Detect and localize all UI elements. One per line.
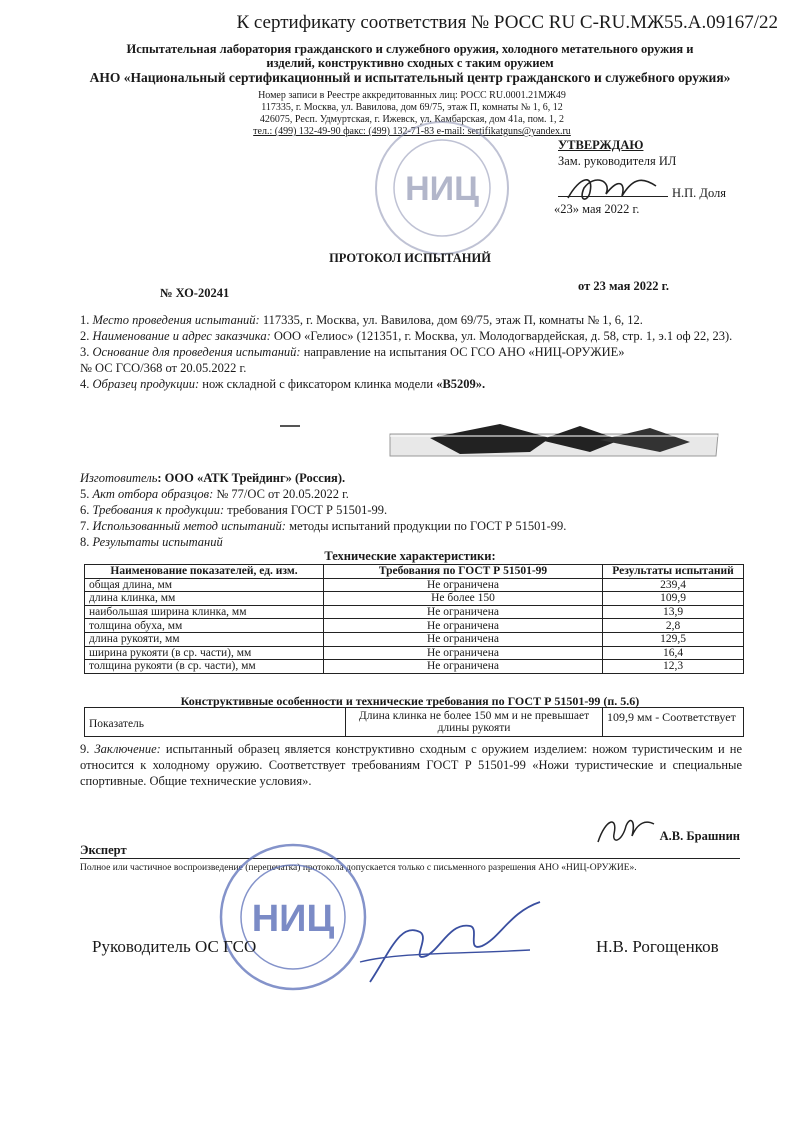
table-row xyxy=(85,708,744,737)
table-row xyxy=(85,605,744,619)
column-header: Требования по ГОСТ Р 51501-99 xyxy=(324,565,603,579)
table-row xyxy=(85,632,744,646)
table-cell: Не ограничена xyxy=(324,660,603,674)
table-cell: Не более 150 xyxy=(324,592,603,606)
table-cell: Не ограничена xyxy=(324,632,603,646)
item-text: требования ГОСТ Р 51501-99. xyxy=(224,503,388,517)
table-cell: 13,9 xyxy=(603,605,744,619)
item-label: Использованный метод испытаний: xyxy=(92,519,286,533)
model-name: «B5209». xyxy=(436,377,486,391)
table-row xyxy=(85,660,744,674)
protocol-number: № ХО-20241 xyxy=(160,286,230,300)
table-row xyxy=(85,578,744,592)
table-cell: 16,4 xyxy=(603,646,744,660)
table-cell: 2,8 xyxy=(603,619,744,633)
table-cell: 129,5 xyxy=(603,632,744,646)
item-4: 4. Образец продукции: нож складной с фиксатором клинка модели «B5209». xyxy=(80,377,486,391)
item-label: Основание для проведения испытаний: xyxy=(92,345,301,359)
table-cell: Не ограничена xyxy=(324,605,603,619)
table-cell: Длина клинка не более 150 мм и не превышает длины рукояти xyxy=(346,708,603,737)
lab-name-line1: Испытательная лаборатория гражданского и служебного оружия, холодного метательного оружия и xyxy=(126,42,694,56)
table-cell: длина клинка, мм xyxy=(85,592,324,606)
approval-position: Зам. руководителя ИЛ xyxy=(558,154,677,168)
item-label: Изготовитель xyxy=(80,471,158,485)
table-cell: длина рукояти, мм xyxy=(85,632,324,646)
table-row xyxy=(85,619,744,633)
address-izhevsk: 426075, Респ. Удмуртская, г. Ижевск, ул. Камбарская, дом 41а, пом. 1, 2 xyxy=(259,114,565,125)
item-6: 6. Требования к продукции: требования ГОСТ Р 51501-99. xyxy=(80,503,388,517)
table-cell: Не ограничена xyxy=(324,646,603,660)
constructive-table-title: Конструктивные особенности и технические требования по ГОСТ Р 51501-99 (п. 5.6) xyxy=(180,694,640,708)
item-2: 2. Наименование и адрес заказчика: ООО «Гелиос» (121351, г. Москва, ул. Молодогвардейская, д. 58, стр. 1, э.1 оф 22, 23). xyxy=(80,329,733,343)
item-text: методы испытаний продукции по ГОСТ Р 51501-99. xyxy=(285,519,567,533)
organization-stamp-top xyxy=(372,118,512,258)
conclusion: 9. Заключение: испытанный образец является конструктивно сходным с оружием изделием: ножом туристическим и не относится к холодному оружию. Соответствует требованиям ГОСТ Р 51501-99 «Ножи туристические и специальные спортивные. Общие технические условия». xyxy=(80,742,743,788)
conclusion-label: Заключение: xyxy=(94,742,161,756)
table-row xyxy=(85,592,744,606)
address-moscow: 117335, г. Москва, ул. Вавилова, дом 69/75, этаж П, комнаты № 1, 6, 12 xyxy=(261,102,563,113)
certificate-reference: К сертификату соответствия № РОСС RU C-RU.МЖ55.А.09167/22 xyxy=(236,12,778,33)
item-1: 1. Место проведения испытаний: 117335, г. Москва, ул. Вавилова, дом 69/75, этаж П, комнаты № 1, 6, 12. xyxy=(80,313,643,327)
item-text: № 77/ОС от 20.05.2022 г. xyxy=(213,487,349,501)
item-label: Образец продукции: xyxy=(92,377,200,391)
item-7: 7. Использованный метод испытаний: методы испытаний продукции по ГОСТ Р 51501-99. xyxy=(80,519,567,533)
product-image xyxy=(240,418,720,468)
item-label: Место проведения испытаний: xyxy=(92,313,260,327)
stamp-text: НИЦ xyxy=(405,170,479,208)
expert-label: Эксперт xyxy=(80,843,127,857)
head-label: Руководитель ОС ГСО xyxy=(92,937,257,956)
tech-table-title: Технические характеристики: xyxy=(324,549,496,563)
protocol-title: ПРОТОКОЛ ИСПЫТАНИЙ xyxy=(329,251,491,265)
table-cell: наибольшая ширина клинка, мм xyxy=(85,605,324,619)
reproduction-note: Полное или частичное воспроизведение (перепечатка) протокола допускается только с письменного разрешения АНО «НИЦ-ОРУЖИЕ». xyxy=(80,863,637,873)
table-cell: толщина рукояти (в ср. части), мм xyxy=(85,660,324,674)
approval-signature xyxy=(560,168,670,208)
manufacturer xyxy=(80,470,740,486)
expert-name: А.В. Брашнин xyxy=(659,829,740,843)
tech-specs-table xyxy=(84,564,744,674)
table-cell: общая длина, мм xyxy=(85,578,324,592)
table-cell: 239,4 xyxy=(603,578,744,592)
head-name: Н.В. Рогощенков xyxy=(596,937,719,956)
table-header-row xyxy=(85,565,744,579)
table-cell: 109,9 xyxy=(603,592,744,606)
manufacturer-name: : ООО «АТК Трейдинг» (Россия). xyxy=(157,471,346,485)
table-cell: ширина рукояти (в ср. части), мм xyxy=(85,646,324,660)
item-label: Акт отбора образцов: xyxy=(92,487,214,501)
table-cell: Показатель xyxy=(85,708,346,737)
conclusion-text: испытанный образец является конструктивно сходным с оружием изделием: ножом туристическим и не относится к холодному оружию. Соответствует требованиям ГОСТ Р 51501-99 «Ножи туристические и специальные спортивные. Общие технические условия». xyxy=(80,742,743,788)
expert-line xyxy=(80,829,740,859)
column-header: Наименование показателей, ед. изм. xyxy=(85,565,324,579)
lab-name-line2: изделий, конструктивно сходных с таким оружием xyxy=(266,56,554,70)
item-5: 5. Акт отбора образцов: № 77/ОС от 20.05.2022 г. xyxy=(80,487,349,501)
table-cell: Не ограничена xyxy=(324,619,603,633)
approval-title: УТВЕРЖДАЮ xyxy=(558,138,644,152)
item-label: Требования к продукции: xyxy=(92,503,225,517)
item-text: 117335, г. Москва, ул. Вавилова, дом 69/75, этаж П, комнаты № 1, 6, 12. xyxy=(259,313,643,327)
table-cell: Не ограничена xyxy=(324,578,603,592)
stamp-text: НИЦ xyxy=(251,898,335,940)
column-header: Результаты испытаний xyxy=(603,565,744,579)
item-text: нож складной с фиксатором клинка модели xyxy=(199,377,437,391)
table-cell: 12,3 xyxy=(603,660,744,674)
head-signature xyxy=(330,892,570,992)
approval-date: «23» мая 2022 г. xyxy=(554,202,640,216)
protocol-items xyxy=(80,312,740,392)
protocol-items-continued xyxy=(80,470,740,550)
item-3: 3. Основание для проведения испытаний: направление на испытания ОС ГСО АНО «НИЦ-ОРУЖИЕ» xyxy=(80,345,625,359)
approval-name: Н.П. Доля xyxy=(672,186,727,200)
registry-line: Номер записи в Реестре аккредитованных лиц: РОСС RU.0001.21МЖ49 xyxy=(258,90,566,101)
lab-name xyxy=(60,42,760,70)
item-text: направление на испытания ОС ГСО АНО «НИЦ-ОРУЖИЕ» xyxy=(300,345,625,359)
contacts: тел.: (499) 132-49-90 факс: (499) 132-71-83 e-mail: sertifikatguns@yandex.ru xyxy=(253,126,571,137)
table-cell: толщина обуха, мм xyxy=(85,619,324,633)
item-label: Наименование и адрес заказчика: xyxy=(92,329,271,343)
constructive-table xyxy=(84,707,744,737)
item-label: Результаты испытаний xyxy=(92,535,223,549)
table-cell: 109,9 мм - Соответствует xyxy=(603,708,744,737)
protocol-date: от 23 мая 2022 г. xyxy=(578,279,670,293)
item-text: ООО «Гелиос» (121351, г. Москва, ул. Молодогвардейская, д. 58, стр. 1, э.1 оф 22, 23). xyxy=(270,329,733,343)
organization-name: АНО «Национальный сертификационный и испытательный центр гражданского и служебного оружия» xyxy=(89,70,731,85)
item-3-cont: № ОС ГСО/368 от 20.05.2022 г. xyxy=(80,361,247,375)
item-8: 8. Результаты испытаний xyxy=(80,535,223,549)
table-row xyxy=(85,646,744,660)
